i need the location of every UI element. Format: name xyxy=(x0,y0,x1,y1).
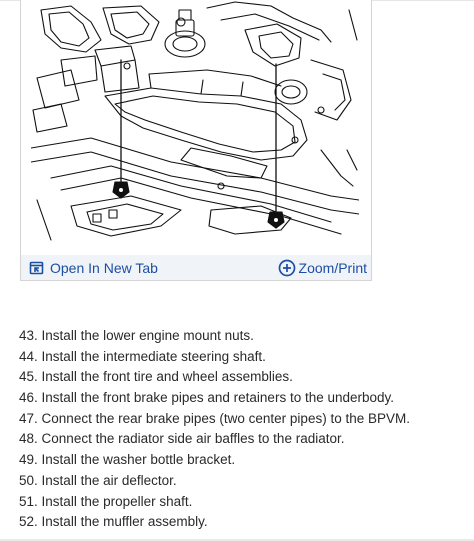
zoom-plus-icon xyxy=(278,259,296,277)
open-in-new-tab-label: Open In New Tab xyxy=(50,259,158,276)
list-item xyxy=(19,471,410,492)
list-item xyxy=(19,512,410,533)
step-text: Install the front brake pipes and retainers to the underbody. xyxy=(41,390,395,406)
step-number: 48. xyxy=(19,431,38,447)
step-text: Install the lower engine mount nuts. xyxy=(41,328,254,343)
step-text: Install the propeller shaft. xyxy=(41,493,193,509)
engine-mount-diagram[interactable] xyxy=(31,0,359,254)
open-in-new-tab-button[interactable] xyxy=(29,255,158,280)
zoom-print-label: Zoom/Print xyxy=(298,259,367,276)
list-item xyxy=(19,492,410,513)
list-item xyxy=(19,409,410,430)
step-text: Install the air deflector. xyxy=(41,472,177,488)
step-number: 50. xyxy=(19,472,38,488)
step-number: 52. xyxy=(19,514,38,530)
open-in-new-tab-icon xyxy=(29,261,44,275)
step-text: Install the intermediate steering shaft. xyxy=(41,348,266,364)
step-number: 45. xyxy=(19,369,38,385)
step-number: 49. xyxy=(19,452,38,468)
step-number: 51. xyxy=(19,493,38,509)
step-number: 44. xyxy=(19,348,38,364)
figure-toolbar xyxy=(21,255,371,280)
step-number: 46. xyxy=(19,390,38,406)
list-item xyxy=(19,326,410,347)
step-text: Connect the radiator side air baffles to the radiator. xyxy=(41,431,345,447)
step-text: Install the muffler assembly. xyxy=(41,514,208,530)
list-item xyxy=(19,347,410,368)
step-text: Install the washer bottle bracket. xyxy=(41,452,236,468)
step-number: 43. xyxy=(19,328,38,343)
list-item xyxy=(19,367,410,388)
step-number: 47. xyxy=(19,410,38,426)
list-item xyxy=(19,388,410,409)
instruction-steps xyxy=(19,326,410,533)
step-text: Install the front tire and wheel assemblies. xyxy=(41,369,293,385)
step-text: Connect the rear brake pipes (two center pipes) to the BPVM. xyxy=(41,410,410,426)
list-item xyxy=(19,429,410,450)
list-item xyxy=(19,450,410,471)
zoom-print-button[interactable] xyxy=(278,255,367,280)
